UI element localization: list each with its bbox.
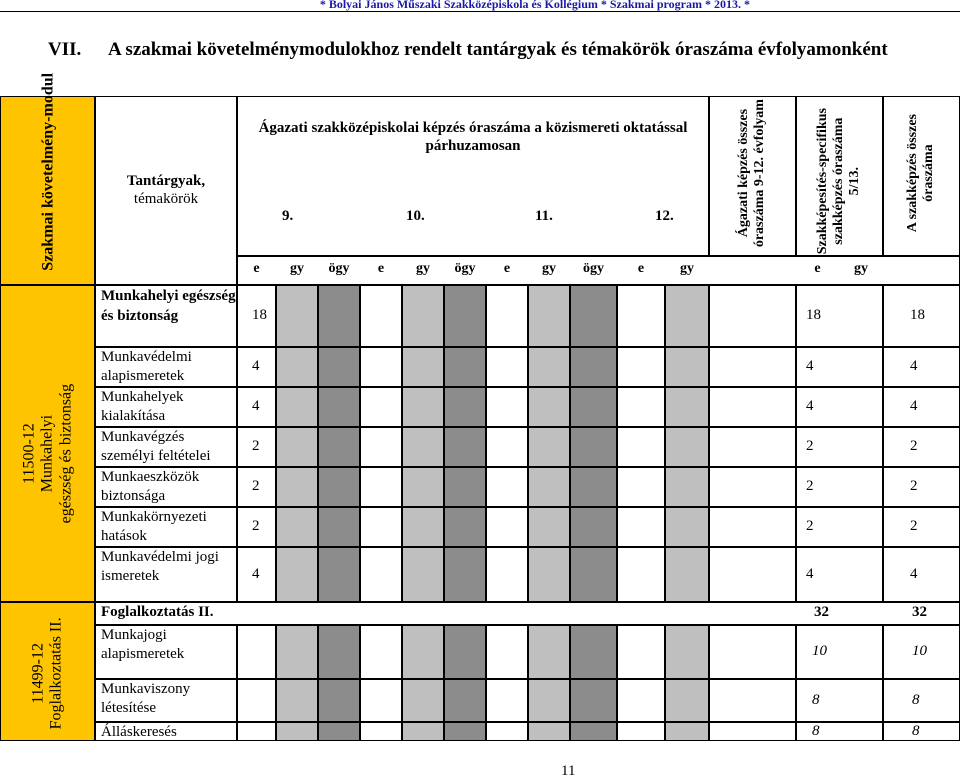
grid-cell (570, 467, 617, 507)
subject-cell: Munkaeszközök biztonsága (95, 467, 237, 507)
grid-cell (402, 285, 444, 347)
grid-cell (486, 467, 528, 507)
total-header-cell (883, 96, 960, 256)
year-10: 10. (406, 208, 425, 224)
grid-cell (486, 547, 528, 602)
subject-header-bold: Tantárgyak, (126, 173, 206, 189)
grid-cell (570, 507, 617, 547)
grid-cell (617, 722, 665, 741)
year9-e-value: 2 (252, 438, 260, 454)
grid-cell (665, 467, 709, 507)
grid-cell (360, 547, 402, 602)
total-912-cell (709, 507, 796, 547)
spec-value: 2 (806, 518, 814, 534)
total-912-cell (709, 547, 796, 602)
grid-cell (617, 467, 665, 507)
total-912-cell (709, 467, 796, 507)
grid-cell (486, 285, 528, 347)
spec-value: 8 (812, 723, 820, 739)
grid-cell (528, 722, 570, 741)
year9-e-value: 2 (252, 518, 260, 534)
page-number: 11 (561, 763, 576, 779)
grid-cell (617, 347, 665, 387)
subject-header-sub: témakörök (133, 191, 199, 207)
grid-cell (276, 547, 318, 602)
grid-cell (528, 467, 570, 507)
spec-value: 2 (806, 438, 814, 454)
grid-cell (665, 427, 709, 467)
grid-cell (570, 679, 617, 722)
total-912-header-cell (709, 96, 796, 256)
grid-cell (665, 507, 709, 547)
total-header-text: A szakképzés összes óraszáma (904, 113, 936, 233)
subject-cell: Foglalkoztatás II. (95, 602, 960, 625)
grid-cell (617, 507, 665, 547)
year-12: 12. (655, 208, 674, 224)
total-value: 2 (910, 478, 918, 494)
grid-cell (402, 467, 444, 507)
running-header (0, 0, 960, 12)
subheader-gy: gy (416, 261, 430, 276)
subheader-e: e (253, 261, 260, 276)
grid-cell (444, 625, 486, 679)
grid-cell (528, 285, 570, 347)
grid-cell (486, 625, 528, 679)
year9-e-value: 2 (252, 478, 260, 494)
grid-cell (276, 347, 318, 387)
year9-e-value: 4 (252, 358, 260, 374)
module-name: Foglalkoztatás II. (48, 617, 65, 730)
total-912-cell (709, 679, 796, 722)
subject-cell: Munkavégzés személyi feltételei (95, 427, 237, 467)
subject-cell: Munkavédelmi jogi ismeretek (95, 547, 237, 602)
year9-e-value: 18 (252, 307, 267, 323)
spec-value: 18 (806, 307, 821, 323)
grid-cell (444, 387, 486, 427)
subject-cell: Munkajogi alapismeretek (95, 625, 237, 679)
grid-cell (237, 722, 276, 741)
grid-cell (486, 679, 528, 722)
grid-cell (570, 285, 617, 347)
spec-value: 32 (814, 604, 829, 620)
spec-value: 10 (812, 643, 827, 659)
total-912-cell (709, 285, 796, 347)
section-number: VII. (48, 39, 82, 60)
grid-cell (528, 507, 570, 547)
module-11499-label (30, 608, 67, 738)
grid-cell (318, 722, 360, 741)
module-cell-11499 (0, 602, 95, 741)
module-header-cell (0, 72, 95, 285)
subject-cell: Munkakörnyezeti hatások (95, 507, 237, 547)
total-912-cell (709, 347, 796, 387)
subheader-ögy: ögy (454, 261, 476, 276)
total-value: 2 (910, 438, 918, 454)
total-value: 8 (912, 723, 920, 739)
grid-cell (360, 285, 402, 347)
subheader-e: e (377, 261, 385, 276)
subheader-e: e (503, 261, 511, 276)
subject-header-cell (95, 96, 237, 285)
grid-cell (528, 427, 570, 467)
total-value: 10 (912, 643, 927, 659)
total-912-header-text: Ágazati képzés összes óraszáma 9-12. évfolyam (735, 99, 767, 248)
grid-cell (237, 625, 276, 679)
total-value: 8 (912, 692, 920, 708)
grid-cell (665, 547, 709, 602)
grid-cell (237, 679, 276, 722)
grid-cell (402, 722, 444, 741)
grid-cell (444, 547, 486, 602)
grid-cell (570, 722, 617, 741)
grid-cell (617, 427, 665, 467)
grid-cell (665, 387, 709, 427)
spec-value: 4 (806, 566, 814, 582)
grid-cell (360, 347, 402, 387)
module-11500-label (20, 364, 75, 544)
subheader-gy: gy (680, 261, 694, 276)
grid-cell (665, 285, 709, 347)
grid-cell (444, 285, 486, 347)
grid-cell (402, 679, 444, 722)
total-value: 4 (910, 566, 918, 582)
grid-cell (528, 679, 570, 722)
grid-cell (570, 427, 617, 467)
grid-cell (617, 387, 665, 427)
grid-cell (528, 625, 570, 679)
grid-cell (318, 285, 360, 347)
grid-cell (402, 427, 444, 467)
grid-cell (318, 467, 360, 507)
year-11: 11. (535, 208, 553, 224)
grid-cell (486, 387, 528, 427)
grid-cell (528, 347, 570, 387)
total-value: 32 (912, 604, 927, 620)
grid-cell (318, 507, 360, 547)
grid-cell (444, 507, 486, 547)
grid-cell (276, 507, 318, 547)
grid-cell (617, 285, 665, 347)
module-code: 11500-12 (20, 423, 38, 484)
grid-cell (360, 625, 402, 679)
grid-cell (276, 722, 318, 741)
total-value: 4 (910, 358, 918, 374)
spec-value: 4 (806, 398, 814, 414)
year-9: 9. (282, 208, 294, 224)
spec-value: 8 (812, 692, 820, 708)
header-rule (0, 11, 960, 12)
total-value: 4 (910, 398, 918, 414)
grid-cell (570, 387, 617, 427)
grid-cell (444, 467, 486, 507)
grid-cell (402, 547, 444, 602)
subheader-ögy: ögy (328, 261, 350, 276)
module-name: egészség és biztonság (57, 383, 75, 524)
grid-cell (617, 625, 665, 679)
total-value: 18 (910, 307, 925, 323)
grid-cell (276, 427, 318, 467)
grid-cell (444, 679, 486, 722)
grid-cell (486, 507, 528, 547)
subject-cell: Munkaviszony létesítése (95, 679, 237, 722)
grid-cell (570, 547, 617, 602)
year9-e-value: 4 (252, 566, 260, 582)
grid-cell (665, 722, 709, 741)
grid-cell (444, 347, 486, 387)
subheader-ögy: ögy (583, 261, 604, 276)
grid-cell (318, 625, 360, 679)
grid-cell (276, 387, 318, 427)
grid-cell (486, 347, 528, 387)
grid-cell (360, 387, 402, 427)
subject-cell: Munkahelyi egészség és biztonság (95, 285, 237, 347)
subject-cell: Munkavédelmi alapismeretek (95, 347, 237, 387)
module-name: Munkahelyi (38, 414, 56, 493)
total-912-cell (709, 625, 796, 679)
page-title (48, 39, 888, 61)
section-title: A szakmai követelménymodulokhoz rendelt tantárgyak és témakörök óraszáma évfolyamonként (108, 39, 888, 60)
grid-cell (360, 722, 402, 741)
grid-cell (318, 347, 360, 387)
grid-cell (486, 722, 528, 741)
subject-cell: Álláskeresés (95, 722, 237, 741)
grid-cell (360, 427, 402, 467)
subheader-gy: gy (542, 261, 556, 276)
grid-cell (665, 625, 709, 679)
specific-header-cell (796, 96, 883, 256)
grid-cell (528, 547, 570, 602)
subheader-gy: gy (290, 261, 304, 276)
grid-cell (276, 467, 318, 507)
grid-cell (276, 679, 318, 722)
grid-cell (528, 387, 570, 427)
grid-cell (318, 547, 360, 602)
grid-cell (444, 722, 486, 741)
grid-cell (617, 679, 665, 722)
grid-cell (617, 547, 665, 602)
grid-cell (360, 507, 402, 547)
running-title: * Bolyai János Műszaki Szakközépiskola és Kollégium * Szakmai program * 2013. * (319, 0, 750, 11)
total-value: 2 (910, 518, 918, 534)
spec-value: 2 (806, 478, 814, 494)
grid-cell (276, 285, 318, 347)
grid-cell (570, 625, 617, 679)
grid-cell (402, 507, 444, 547)
group-header-cell (237, 96, 709, 256)
grid-cell (360, 467, 402, 507)
spec-value: 4 (806, 358, 814, 374)
subheader-gy: gy (854, 261, 868, 276)
grid-cell (318, 387, 360, 427)
specific-header-text: Szakképesítés-specifikus szakképzés óraszáma 5/13. (814, 108, 863, 255)
grid-cell (318, 679, 360, 722)
total-912-cell (709, 722, 796, 741)
grid-cell (665, 347, 709, 387)
year9-e-value: 4 (252, 398, 260, 414)
grid-cell (318, 427, 360, 467)
grid-cell (665, 679, 709, 722)
hours-table (0, 72, 960, 741)
subheader-e: e (814, 261, 821, 276)
grid-cell (444, 427, 486, 467)
group-header-text: Ágazati szakközépiskolai képzés óraszáma a közismereti oktatással párhuzamosan (258, 120, 688, 154)
grid-cell (486, 427, 528, 467)
module-code: 11499-12 (29, 643, 47, 704)
grid-cell (402, 347, 444, 387)
grid-cell (402, 387, 444, 427)
grid-cell (276, 625, 318, 679)
grid-cell (402, 625, 444, 679)
total-912-cell (709, 427, 796, 467)
module-cell-11500 (0, 285, 95, 602)
subheader-e: e (637, 261, 645, 276)
total-912-cell (709, 387, 796, 427)
module-header-text: Szakmai követelmény-modul (39, 72, 57, 271)
grid-cell (360, 679, 402, 722)
subject-cell: Munkahelyek kialakítása (95, 387, 237, 427)
grid-cell (570, 347, 617, 387)
